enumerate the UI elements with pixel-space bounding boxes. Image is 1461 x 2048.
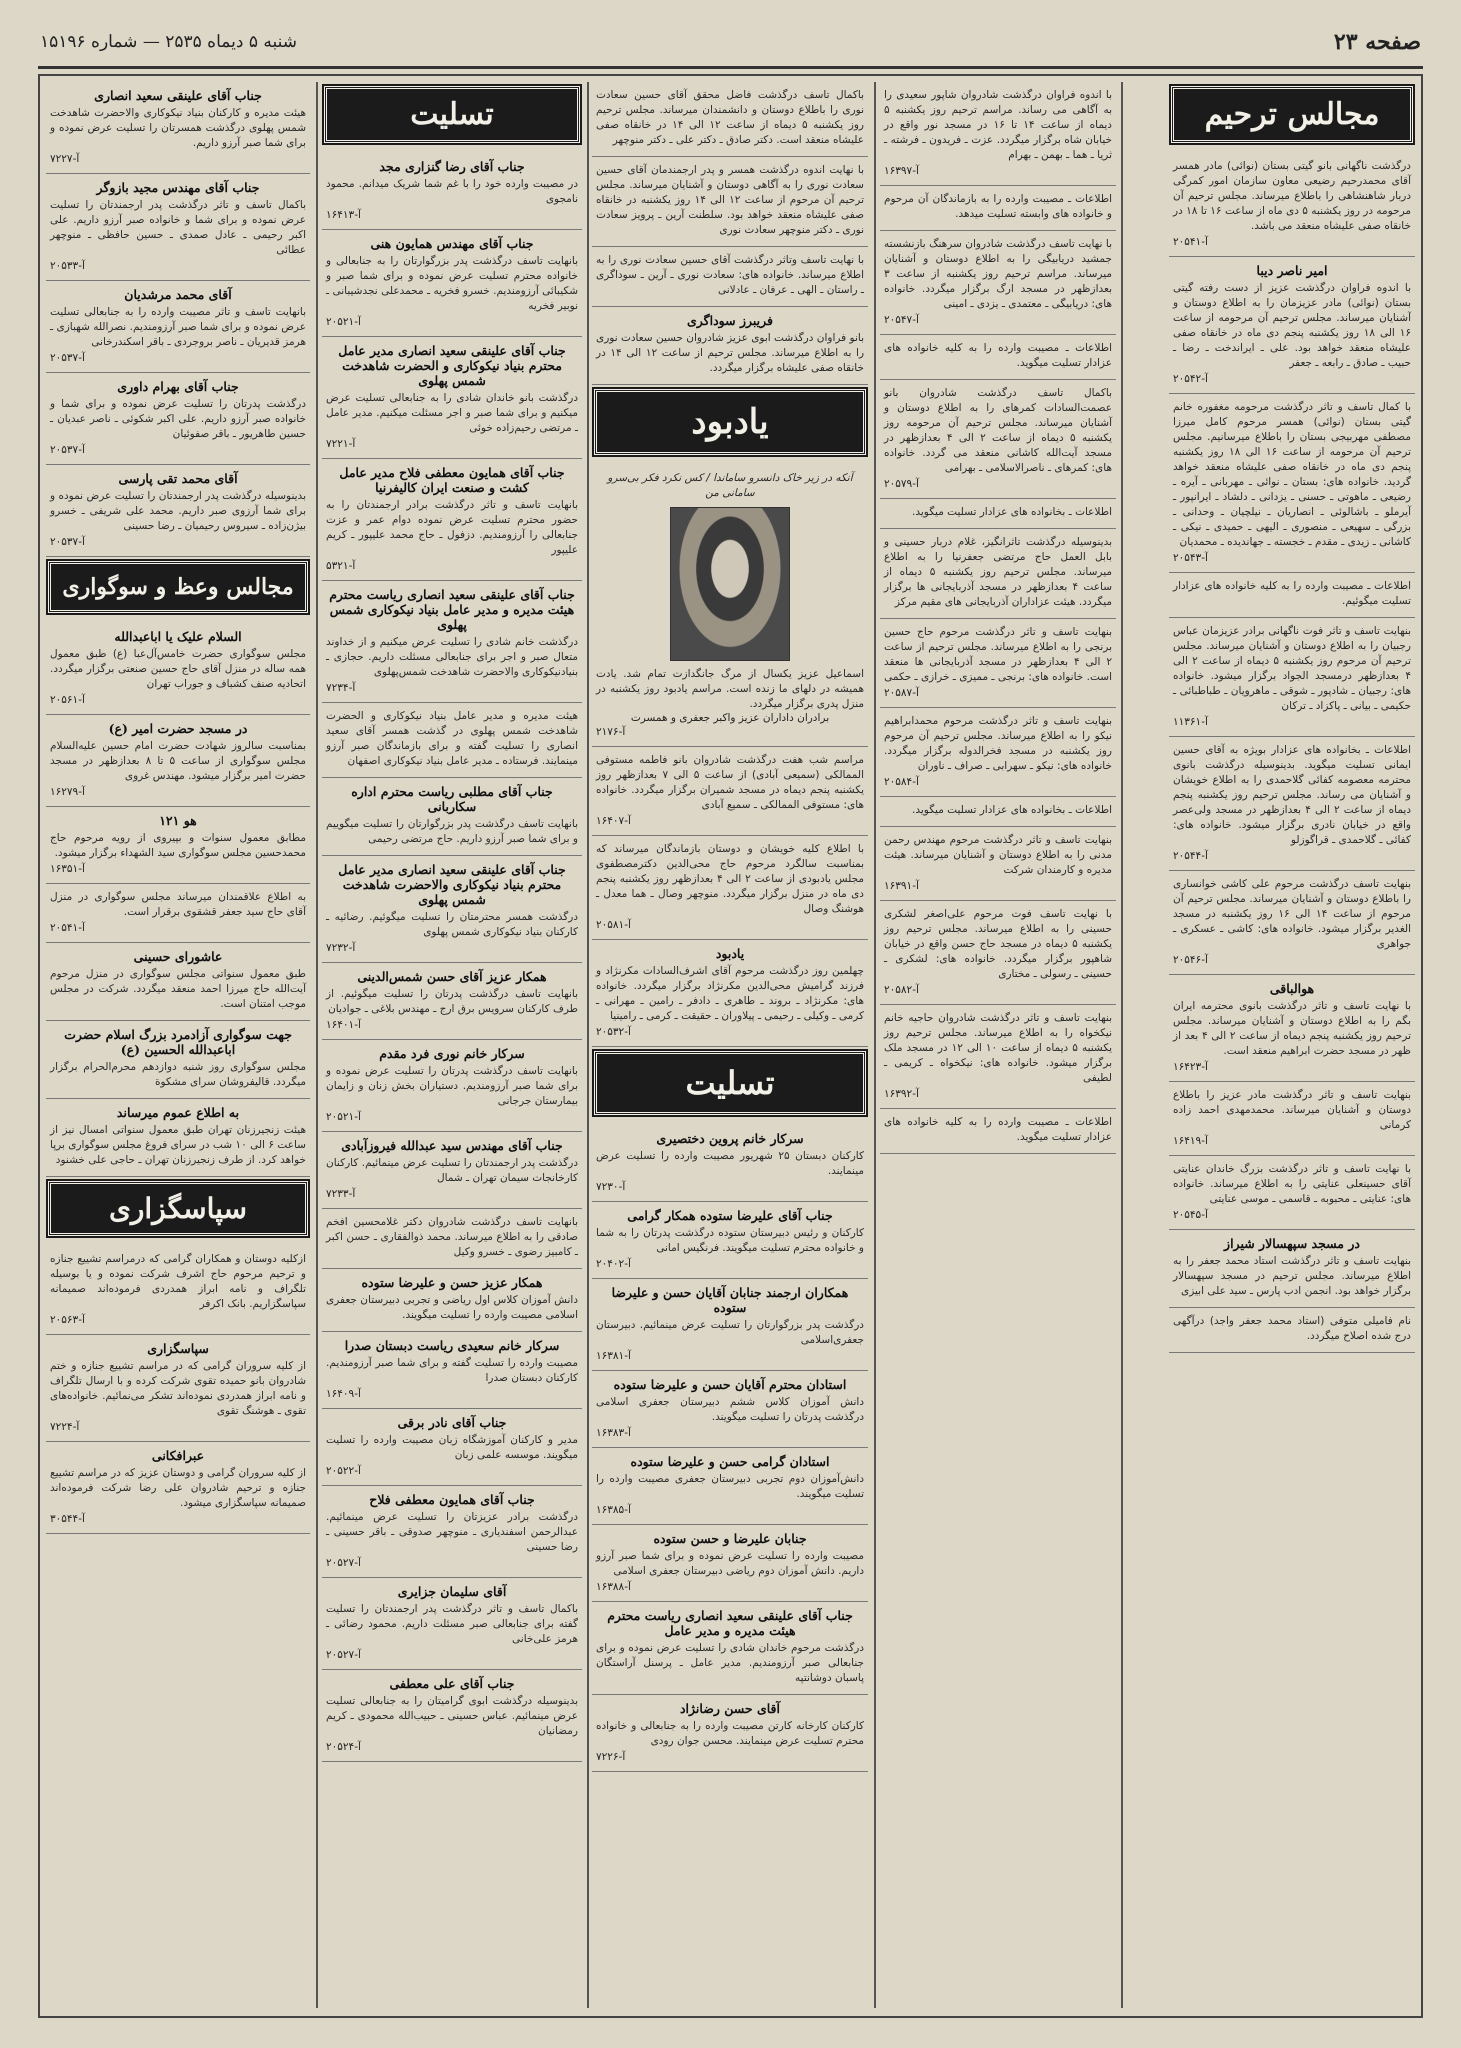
notice-heading: سرکار خانم نوری فرد مقدم [379,1046,525,1061]
ad-code: آ-۱۶۴۲۳ [1173,1061,1208,1073]
ad-code: آ-۲۰۵۴۶ [1173,954,1208,966]
ad-code: آ-۷۲۲۴ [50,1421,80,1433]
notice-body: بدینوسیله درگذشت پدر ارجمندتان را تسلیت عرض نموده و برای شما آرزوی صبر داریم. محمد علی شریفی ـ خسرو بیژن‌زاده ـ سیروس رحیمیان ـ رضا حسینی [50,490,306,532]
notice-item [592,1525,868,1602]
notice-item [880,901,1116,1005]
notice-heading: جهت سوگواری آزادمرد بزرگ اسلام حضرت اباعبدالله الحسین (ع) [64,1027,292,1057]
ad-code: آ-۲۰۴۰۲ [596,1258,631,1270]
notice-heading: همکار عزیز آقای حسن شمس‌الدینی [357,969,547,984]
ad-code: آ-۲۰۵۲۴ [326,1741,361,1753]
banner-yadbood: یادبود [594,389,866,455]
notice-heading: جناب آقای بهرام داوری [117,379,239,394]
notice-body: اطلاعات ـ مصیبت وارده را به کلیه خانواده های عزادار تسلیت میگوید. [884,342,1112,369]
ad-code: آ-۷۲۳۳ [326,1188,356,1200]
notice-body: کارکنان کارخانه کارتن مصیبت وارده را به جنابعالی و خانواده محترم تسلیت عرض مینمایند. محسن جوان رودی [596,1720,864,1747]
notices-tasliyat-b [592,1125,868,1772]
ad-code: آ-۱۶۳۸۳ [596,1427,631,1439]
ad-code: آ-۱۱۳۶۱ [1173,716,1208,728]
notice-body: بدینوسیله درگذشت تاثرانگیز، غلام دربار حسینی و بابل العمل حاج مرتضی جعفرنیا را به اطلاع میرساند. مجلس ترحیم روز یکشنبه ۵ دیماه از ساعت ۴ بعدازظهر در مسجد آذربایجانی ها برگزار میگردد. هیئت عزاداران آذربایجانی های مقیم مرکز [884,536,1112,608]
notice-heading: سرکار خانم سعیدی ریاست دبستان صدرا [344,1338,560,1353]
notice-body: مطابق معمول سنوات و بپیروی از رویه مرحوم حاج محمدحسین مجلس سوگواری سید الشهداء برگزار میشود. [50,832,306,859]
notice-item [46,943,310,1021]
notice-heading: آقای محمد تقی پارسی [118,471,238,486]
notice-body: نام فامیلی متوفی (استاد محمد جعفر واجد) درآگهی درج شده اصلاح میگردد. [1173,1315,1411,1342]
notice-heading: به اطلاع عموم میرساند [116,1105,240,1120]
column-5 [46,82,310,2008]
notice-body: هیئت مدیره و مدیر عامل بنیاد نیکوکاری و الحضرت شاهدخت شمس پهلوی در گذشت همسر آقای سعید انصاری را تسلیت گفته و برای بازماندگان صبر آرزو مینمایند. فرستاده ـ مدیر عامل بنیاد نیکوکاری اصفهان [326,710,578,767]
notice-body: بانو فراوان درگذشت ابوی عزیز شادروان حسین سعادت نوری را به اطلاع میرساند. مجلس ترحیم از ساعت ۱۲ الی ۱۴ در خانقاه صفی علیشاه برگزار میگردد. [596,332,865,374]
ad-code: آ-۲۰۵۶۳ [50,1314,85,1326]
notice-item [592,82,868,157]
notice-body: با اندوه فراوان درگذشت عزیز از دست رفته گیتی بستان (نوائی) مادر عزیزمان را به اطلاع دوستان و آشنایان میرساند. مجلس ترحیم آن مرحومه از ساعت ۱۶ الی ۱۸ روز یکشنبه پنجم دی ماه در خانقاه صفی علیشاه منعقد خواهد بود. علی ـ ایراندخت ـ رضا ـ حبیب ـ صادق ـ رابعه ـ جعفر [1173,282,1411,369]
notice-body: بدینوسیله درگذشت ابوی گرامیتان را به جنابعالی تسلیت عرض مینمائیم. عباس حسینی ـ حبیب‌الله محمودی ـ کریم رمضانیان [326,1695,578,1737]
notice-heading: جنابان علیرضا و حسن ستوده [653,1531,807,1546]
notice-item [1169,1230,1415,1308]
banner-tasliyat-1: تسلیت [324,86,580,143]
page-header [40,22,1421,62]
yadbood-poem: آنکه در زیر خاک دانسرو ساماندا / کس نکرد فکر بی‌سرو سامانی من [607,472,853,499]
notice-item [592,247,868,307]
notice-item [322,1670,582,1762]
notices-col3b [592,747,868,1047]
yadbood-body: اسماعیل عزیز یکسال از مرگ جانگدازت تمام شد. یادت همیشه در دلهای ما زنده است. مراسم یادبود روز یکشنبه در منزل پدری برگزار میگردد. [596,668,864,710]
notice-item [46,1246,310,1335]
notice-item [46,807,310,884]
banner-sepasgozari: سپاسگزاری [48,1181,308,1236]
notice-body: باکمال تاسف و تاثر درگذشت پدر ارجمندتان را تسلیت عرض نموده و برای شما و خانواده صبر آرزو داریم. علی اکبر رحیمی ـ عادل صمدی ـ حسین حافظی ـ منوچهر عطائی [50,199,306,256]
notice-body: درگذشت خانم شادی را تسلیت عرض میکنیم و از خداوند متعال صبر و اجر برای جنابعالی مسئلت داریم. حجازی ـ بنیادنیکوکاری والاحضرت شاهدخت شمس‌پهلوی [326,636,578,678]
notice-item [880,231,1116,335]
notice-item [46,1021,310,1099]
notice-body: بانهایت تاسف درگذشت پدر بزرگوارتان را تسلیت میگوییم و برای شما صبر آرزو داریم. حاج مرتضی رحیمی [326,818,578,845]
notice-body: اطلاعات ـ بخانواده های عزادار تسلیت میگوید. [912,804,1112,816]
ad-code: آ-۱۶۴۰۹ [326,1388,361,1400]
notice-heading: جناب آقای مهندس سید عبدالله فیروزآبادی [341,1138,563,1153]
notice-heading: آقای سلیمان جزایری [397,1584,507,1599]
notice-body: اطلاعات ـ مصیبت وارده را به بازماندگان آن مرحوم و خانواده های وابسته تسلیت میدهد. [884,193,1112,220]
notice-heading: جناب آقای علینقی سعید انصاری مدیر عامل محترم بنیاد نیکوکاری والاحضرت شاهدخت شمس پهلوی [338,862,566,907]
notice-body: درگذشت ناگهانی بانو گیتی بستان (نوائی) مادر همسر آقای محمدرحیم رضیعی معاون سازمان امور کمرگی دربار شاهنشاهی را باطلاع میرساند. مجلس ترحیم آن مرحومه در روز یکشنبه ۵ دی ماه از ساعت ۱۶ تا ۱۸ در خانقاه صفی علیشاه منعقد می باشد. [1173,160,1412,232]
notice-body: با نهایت اندوه درگذشت همسر و پدر ارجمندمان آقای حسین سعادت نوری را به آگاهی دوستان و آشنایان میرساند. مجلس ترحیم آن مرحوم از ساعت ۱۲ الی ۱۴ روز یکشنبه در خانقاه صفی علیشاه منعقد خواهد بود. سلطنت آرین ـ پرویز سعادت نوری ـ دکتر منوچهر سعادت نوری [596,164,864,236]
notice-body: درگذشت پدرتان را تسلیت عرض نموده و برای شما و خانواده صبر آرزو داریم. علی اکبر شکوئی ـ ناصر عبدیان ـ حسین طاهریور ـ باقر صفوئیان [50,398,306,440]
notice-heading: السلام علیک یا اباعبدالله [114,629,242,644]
ad-code: آ-۲۰۵۲۱ [326,1111,361,1123]
notice-item [880,335,1116,380]
notice-heading: جناب آقای مطلبی ریاست محترم اداره سکاربانی [351,784,553,814]
ad-code: آ-۷۲۳۲ [326,942,356,954]
notice-body: با کمال تاسف و تاثر درگذشت مرحومه مغفوره خانم گیتی بستان (نوائی) همسر مرحوم کامل میرزا مصطفی مهربیجی بستان را باطلاع میرسانیم. مجلس ترحیم آن مرحومه از ساعت ۱۶ الی ۱۸ روز یکشنبه پنجم دی ماه در خانقاه صفی علیشاه منعقد خواهد گردید. خانواده های: بستان ـ نوائی ـ مهربانی ـ آیره ـ رضیعی ـ ماهوتی ـ حسنی ـ یزدانی ـ دلشاد ـ ایرانپور ـ آیرملو ـ باشالوئی ـ انصاریان ـ نیلچیان ـ وحدانی ـ بزرگی ـ سهیعی ـ منصوری ـ الیهی ـ حمیدی ـ نیکی ـ کاشانی ـ زیدی ـ مقدم ـ خجسته ـ جهاندیده ـ محمدیان [1173,401,1411,548]
notice-item [1169,257,1415,394]
notice-body: دانش‌آموزان دوم تجربی دبیرستان جعفری مصیبت وارده را تسلیت میگویند. [596,1473,864,1500]
notice-item [880,1005,1116,1109]
notice-item [322,963,582,1040]
ad-code: آ-۱۶۳۸۸ [596,1581,631,1593]
notice-body: هیئت مدیره و کارکنان بنیاد نیکوکاری والاحضرت شاهدخت شمس پهلوی درگذشت همسرتان را تسلیت عرض نموده و برای شما صبر آرزو داریم. [50,107,306,149]
column-divider [587,82,589,2008]
notice-heading: هو ۱۲۱ [159,813,197,828]
notice-heading: جناب آقای رضا گنزاری مجد [379,159,525,174]
ad-code: آ-۷۲۲۶ [596,1751,626,1763]
issue-date-line: شنبه ۵ دیماه ۲۵۳۵ — شماره ۱۵۱۹۶ [40,32,297,52]
ad-code: آ-۷۲۲۱ [326,438,356,450]
notice-item [1169,975,1415,1082]
notice-item [322,703,582,778]
notice-body: اطلاعات ـ مصیبت وارده را به کلیه خانواده های عزادار تسلیت میگوید. [884,1116,1112,1143]
notice-body: اطلاعات ـ بخانواده های عزادار تسلیت میگوید. [912,506,1112,518]
notice-item [322,856,582,963]
notice-body: مصیبت وارده را تسلیت گفته و برای شما صبر آرزومندیم. کارکنان دبستان صدرا [326,1357,578,1384]
notice-heading: فریبرز سوداگری [686,313,773,328]
notice-item [880,797,1116,827]
notice-body: کارکنان دبستان ۲۵ شهریور مصیبت وارده را تسلیت عرض مینمایند. [596,1150,864,1177]
notice-body: چهلمین روز درگذشت مرحوم آقای اشرف‌السادات مکرنژاد و فرزند گرامیش محی‌الدین مکرنژاد برگزار میگردد. خانواده های: مکرنژاد ـ بروند ـ طاهری ـ دادفر ـ رامین ـ مهرانی ـ کرمی ـ وکیلی ـ رحیمی ـ پیلاوران ـ حقیقت ـ کرمی ـ رامینیا [596,965,864,1022]
notice-item [880,529,1116,619]
notice-heading: استادان محترم آقایان حسن و علیرضا ستوده [613,1377,847,1392]
notice-item [880,708,1116,797]
notice-item [46,1442,310,1534]
notice-body: با نهایت تاسف فوت مرحوم علی‌اصغر لشکری حسینی را به اطلاع میرساند. مجلس ترحیم روز یکشنبه ۵ دیماه در مسجد حاج حسن واقع در خیابان شاهپور برگزار میگردد. خانواده های: لشکری ـ حسینی ـ رسولی ـ مختاری [884,908,1112,980]
notice-item [592,940,868,1047]
notice-body: بنهایت تاسف و تاثر درگذشت مرحوم محمدابراهیم نیکو را به اطلاع میرساند. مجلس ترحیم آن مرحوم روز یکشنبه در مسجد فخرالدوله برگزار میگردد. خانواده های: نیکو ـ سهرابی ـ صراف ـ ناوران [884,715,1112,772]
notice-heading: جناب آقای مهندس همایون هنی [370,236,534,251]
column-4 [322,82,582,2008]
yadbood-notice [592,465,868,747]
notice-body: مدیر و کارکنان آموزشگاه زبان مصیبت وارده را تسلیت میگویند. موسسه علمی زبان [326,1434,578,1461]
notice-item [322,1132,582,1209]
notice-heading: در مسجد حضرت امیر (ع) [108,721,248,736]
notice-item [46,623,310,715]
notice-body: درگذشت پدر ارجمندتان را تسلیت عرض مینمائیم. کارکنان کارخانجات سیمان تهران ـ شمال [326,1157,578,1184]
notice-item [1169,153,1415,257]
ad-code: آ-۱۶۲۷۹ [50,786,85,798]
ad-code: آ-۲۰۵۴۱ [1173,236,1208,248]
notice-heading: جناب آقای علیرضا ستوده همکار گرامی [627,1208,833,1223]
ad-code: آ-۲۱۷۶ [596,726,626,738]
portrait-photo [670,507,790,661]
banner-tasliyat-2: تسلیت [594,1051,866,1115]
notice-item [322,1209,582,1269]
notice-item [322,1040,582,1132]
notice-item [1169,1308,1415,1353]
notice-heading: جناب آقای همایون معطفی فلاح مدیر عامل کشت و صنعت ایران کالیفرنیا [339,465,565,495]
notice-item [880,82,1116,186]
notice-body: بنهایت تاسف و تاثر درگذشت مرحوم مهندس رحمن مدنی را به اطلاع دوستان و آشنایان میرساند. هیئت مدیره و کارمندان شرکت [884,834,1112,876]
ad-code: آ-۲۰۵۳۲ [596,1026,631,1038]
ad-code: آ-۱۶۴۱۹ [1173,1135,1208,1147]
notice-item [592,836,868,940]
ad-code: آ-۲۰۵۸۲ [884,984,919,996]
notice-body: با نهایت تاسف وتاثر درگذشت آقای حسین سعادت نوری را به اطلاع میرساند. خانواده های: سعادت نوری ـ آرین ـ سوداگری ـ راستان ـ الهی ـ عرفان ـ عادلانی [596,254,864,296]
notice-body: بانهایت تاسف و تاثر مصیبت وارده را به جنابعالی تسلیت عرض نموده و برای شما صبر آرزومندیم. نصرالله شهبازی ـ هرمز قدیریان ـ ناصر بروجردی ـ باقر اسکندرخانی [50,306,306,348]
column-divider [316,82,318,2008]
notice-item [880,186,1116,231]
notice-body: مجلس سوگواری روز شنبه دوازدهم محرم‌الحرام برگزار میگردد. قالیفروشان سرای مشکوة [50,1061,306,1088]
notice-body: هیئت زنجیرزنان تهران طبق معمول سنواتی امسال نیز از ساعت ۶ الی ۱۰ شب در سرای فروغ مجلس سوگواری برپا خواهد کرد. از طرف زنجیرزنان تهران ـ حاجی علی خشنود [50,1124,306,1166]
notice-item [592,1202,868,1279]
notice-heading: جناب آقای همایون معطفی فلاح [369,1492,535,1507]
ad-code: آ-۲۰۵۲۱ [326,316,361,328]
ad-code: آ-۵۳۲۱ [326,560,356,572]
notice-item [592,1602,868,1695]
notice-item [1169,618,1415,737]
notice-heading: آقای محمد مرشدیان [124,287,232,302]
notice-body: دانش آموزان کلاس اول ریاضی و تجربی دبیرستان جعفری اسلامی مصیبت وارده را تسلیت میگویند. [326,1294,578,1321]
notice-item [46,1099,310,1177]
ad-code: آ-۱۶۴۱۳ [326,209,361,221]
notice-item [46,281,310,373]
notice-item [592,1448,868,1525]
ad-code: آ-۲۰۵۲۷ [326,1557,361,1569]
ad-code: آ-۲۰۵۳۷ [50,536,85,548]
notice-item [592,157,868,247]
banner-majales-tarhim: مجالس ترحیم [1171,86,1413,143]
yadbood-caption: برادران داداران عزیز واکبر جعفری و همسرت [630,712,830,724]
notice-item [592,747,868,836]
notice-item [322,1486,582,1578]
notice-item [880,1109,1116,1154]
ad-code: آ-۲۰۵۳۳ [50,260,85,272]
notice-item [46,465,310,557]
notice-item [322,153,582,230]
page-number: صفحه ۲۳ [1333,29,1421,55]
notice-item [1169,1082,1415,1156]
notice-heading: امیر ناصر دیبا [1256,263,1328,278]
notice-body: بنهایت تاسف و تاثر درگذشت استاد محمد جعفر را به اطلاع میرساند. مجلس ترحیم در مسجد سپهسالار برگزار خواهد بود. انجمن ادب پارس ـ سید علی ابیزی [1173,1255,1411,1297]
notice-heading: جناب آقای مهندس مجید بازوگر [96,180,260,195]
column-3 [592,82,868,2008]
ad-code: آ-۲۰۵۴۲ [1173,373,1208,385]
notice-item [322,1269,582,1332]
notice-body: بمناسبت سالروز شهادت حضرت امام حسین علیه‌السلام مجلس سوگواری از ساعت ۵ تا ۸ بعدازظهر در مسجد حضرت امیر برگزار میشود. مهندس غروی [50,740,306,782]
ad-code: آ-۲۰۵۴۳ [1173,552,1208,564]
notice-body: بنهایت تاسف و تاثر درگذشت مرحوم حاج حسین برنجی را به اطلاع میرساند. مجلس ترحیم از ساعت ۲ الی ۴ بعدازظهر در مسجد آذربایجانی ها منعقد است. خانواده های: برنجی ـ ممیزی ـ خرازی ـ حکمی [884,626,1112,683]
notice-heading: در مسجد سپهسالار شیراز [1224,1236,1360,1251]
ad-code: آ-۷۲۲۷ [50,153,80,165]
notice-body: در مصیبت وارده خود را با غم شما شریک میدانم. محمود نامجوی [326,178,578,205]
notice-item [880,499,1116,529]
notices-col3 [592,82,868,385]
ad-code: آ-۷۲۳۴ [326,682,356,694]
notice-item [880,827,1116,901]
notice-body: طبق معمول سنواتی مجلس سوگواری در منزل مرحوم آیت‌الله حاج میرزا احمد منعقد میگردد. شرکت در مجلس موجب امتنان است. [50,968,306,1010]
ad-code: آ-۲۰۵۳۷ [50,352,85,364]
notice-item [322,581,582,703]
notice-item [322,1332,582,1409]
notices-col4 [322,153,582,1762]
notice-heading: عاشورای حسینی [133,949,223,964]
ad-code: آ-۱۶۴۰۷ [596,815,631,827]
notice-heading: جناب آقای علینقی سعید انصاری [94,88,262,103]
notice-item [1169,573,1415,618]
ad-code: آ-۱۶۳۸۵ [596,1504,631,1516]
notice-item [46,715,310,807]
ad-code: آ-۱۶۳۹۷ [884,165,919,177]
header-rule [38,66,1423,69]
notice-item [1169,737,1415,871]
ad-code: آ-۱۶۳۹۱ [884,880,919,892]
column-divider [1121,82,1123,2008]
ad-code: آ-۲۰۵۴۷ [884,314,919,326]
notice-heading: جناب آقای علینقی سعید انصاری ریاست محترم هیئت مدیره و مدیر عامل [607,1608,853,1638]
notice-item [46,174,310,281]
ad-code: آ-۱۶۳۹۲ [884,1088,919,1100]
notice-body: با نهایت تاسف و تاثر درگذشت بزرگ خاندان عنایتی آقای حسینعلی عنایتی را به اطلاع میرساند. خانواده های: عنایتی ـ محبوبه ـ قاسمی ـ موسی عنایتی [1173,1163,1411,1205]
notice-body: از کلیه سروران گرامی و دوستان عزیز که در مراسم تشییع جنازه و ترحیم شادروان علی رضا شرکت فرموده‌اند صمیمانه سپاسگزاری میشود. [50,1467,306,1509]
notice-heading: همکار عزیز حسن و علیرضا ستوده [361,1275,543,1290]
notice-body: بنهایت تاسف و تاثر فوت ناگهانی برادر عزیزمان عباس رجبیان را به اطلاع دوستان و آشنایان میرساند. مجلس ترحیم آن مرحوم روز یکشنبه ۵ دیماه از ساعت ۲ الی ۴ بعدازظهر درمسجد الجواد برگزار میشود. خانواده های: رجبیان ـ شادپور ـ شوقی ـ ماهرویان ـ طباطبائی ـ حکیمی ـ بیانی ـ پاکزاد ـ ترکان [1173,625,1411,712]
notice-item [1169,871,1415,975]
notice-body: کارکنان و رئیس دبیرستان ستوده درگذشت پدرتان را به شما و خانواده محترم تسلیت میگویند. فرنگیس امانی [596,1227,864,1254]
notices-col2 [880,82,1116,1154]
notice-heading: همکاران ارجمند جنابان آقایان حسن و علیرضا ستوده [611,1285,849,1315]
notice-body: بانهایت تاسف درگذشت پدرتان را تسلیت میگوئیم. از طرف کارکنان سرویس برق ارج ـ مهندس بلاغی ـ جوادیان [326,988,578,1015]
notice-body: دانش آموزان کلاس ششم دبیرستان جعفری اسلامی درگذشت پدرتان را تسلیت میگویند. [596,1396,864,1423]
notice-heading: یادبود [715,946,745,961]
notice-item [322,1578,582,1670]
notice-item [592,1125,868,1202]
notice-body: درگذشت مرحوم خاندان شادی را تسلیت عرض نموده و برای جنابعالی صبر آرزومندیم. مدیر عامل ـ پرسنل آراستگان پاسبان دوشانتپه [596,1642,864,1684]
notice-body: از کلیه سروران گرامی که در مراسم تشییع جنازه و ختم شادروان بانو حمیده تقوی شرکت کرده و با ارسال تلگراف و نامه ابراز همدردی نموده‌اند تشکر می‌نمائیم. خانواده‌های تقوی ـ هوشنگ تقوی [50,1360,306,1417]
ad-code: آ-۲۰۵۲۲ [326,1465,361,1477]
notice-item [592,1695,868,1772]
notice-item [322,230,582,337]
ad-code: آ-۲۰۵۲۷ [326,1649,361,1661]
notices-col5-vaz [46,623,310,1177]
notice-body: بانهایت تاسف درگذشت شادروان دکتر غلامحسین افخم صادقی را به اطلاع میرساند. محمد ذوالفقاری ـ حسن اکبر ـ کامبیز رضوی ـ خسرو وکیل [326,1216,578,1258]
ad-code: آ-۲۰۵۸۷ [884,687,919,699]
notice-body: با اطلاع کلیه خویشان و دوستان بازماندگان میرساند که بمناسبت سالگرد مرحوم حاج محی‌الدین دکترمصطفوی مجلس یادبودی از ساعت ۲ الی ۴ بعدازظهر روز یکشنبه پنجم دی ماه در منزل برگزار میگردد. منوچهر وصال ـ هما معدل ـ هوشنگ وصال [596,843,864,915]
notice-item [46,373,310,465]
notice-body: مجلس سوگواری حضرت خامس‌آل‌عبا (ع) طبق معمول همه ساله در منزل آقای حاج حسین صنعتی برگزار میگردد. اتحادیه صنف کشباف و جوراب تهران [50,648,306,690]
ad-code: آ-۲۰۵۴۴ [1173,850,1208,862]
notice-item [322,337,582,459]
ad-code: آ-۲۰۵۴۱ [50,922,85,934]
notice-body: درگذشت برادر عزیزتان را تسلیت عرض مینمائیم. عبدالرحمن اسفندیاری ـ منوچهر صدوقی ـ باقر حسینی ـ رضا حسینی [326,1511,578,1553]
notice-item [592,1371,868,1448]
ad-code: آ-۳۰۵۴۴ [50,1513,85,1525]
ad-code: آ-۷۲۳۰ [596,1181,626,1193]
notice-body: مصیبت وارده را تسلیت عرض نموده و برای شما صبر آرزو داریم. دانش آموزان دوم ریاضی دبیرستان جعفری اسلامی [596,1550,864,1577]
notice-body: درگذشت همسر محترمتان را تسلیت میگوئیم. رضائیه ـ کارکنان بنیاد نیکوکاری شمس پهلوی [326,911,578,938]
notice-body: درگذشت بانو خاندان شادی را به جنابعالی تسلیت عرض میکنیم و برای شما صبر و اجر مسئلت میکنیم. مدیر عامل ـ مرتضی رحیم‌زاده خوئی [326,392,578,434]
ad-code: آ-۲۰۵۸۱ [596,919,631,931]
notice-body: بنهایت تاسف و تاثر درگذشت شادروان حاجیه خانم نیکخواه را به اطلاع میرساند. مجلس ترحیم روز یکشنبه ۵ دیماه از ساعت ۱۰ الی ۱۲ در مسجد ملک برگزار میشود. خانواده های: نیکخواه ـ کریمی ـ لطیفی [884,1012,1112,1084]
notice-body: بنهایت تاسف و تاثر درگذشت مادر عزیز را باطلاع دوستان و آشنایان میرساند. محمدمهدی احمد زاده کرمانی [1173,1089,1411,1131]
notice-body: با نهایت تاسف و تاثر درگذشت بانوی محترمه ایران بگم را به اطلاع دوستان و آشنایان میرساند. مجلس ترحیم روز یکشنبه پنجم دیماه از ساعت ۲ الی ۴ بعد از ظهر در مسجد حضرت ابراهیم منعقد است. [1173,1000,1411,1057]
notice-item [592,1279,868,1371]
notice-body: درگذشت پدر بزرگوارتان را تسلیت عرض مینمائیم. دبیرستان جعفری‌اسلامی [596,1319,864,1346]
ad-code: آ-۲۰۵۴۵ [1173,1209,1208,1221]
notices-col1 [1169,153,1415,1353]
notice-body: با اندوه فراوان درگذشت شادروان شاپور سعیدی را به آگاهی می رساند. مراسم ترحیم روز یکشنبه ۵ دیماه از ساعت ۱۴ تا ۱۶ در مسجد نور واقع در خیابان شاه برگزار میگردد. عزت ـ فریدون ـ فرشته ـ ثریا ـ هما ـ بهمن ـ بهرام [884,89,1112,161]
notice-heading: سپاسگزاری [147,1341,209,1356]
notice-item [322,459,582,581]
notice-body: بنهایت تاسف درگذشت مرحوم علی کاشی خوانساری را باطلاع دوستان و آشنایان میرساند. مجلس ترحیم آن مرحوم از ساعت ۱۴ الی ۱۶ روز یکشنبه در مسجد الغدیر برگزار میشود. خانواده های: کاشی ـ عسکری ـ جواهری [1173,878,1411,950]
notice-body: باکمال تاسف درگذشت فاضل محقق آقای حسین سعادت نوری را باطلاع دوستان و دانشمندان میرساند. مجلس ترحیم روز یکشنبه ۵ دیماه از ساعت ۱۲ الی ۱۴ در خانقاه صفی علیشاه منعقد است. دکتر صادق ـ دکتر علی ـ دکتر منوچهر [596,89,864,146]
notices-col5-sepas [46,1246,310,1534]
notice-item [322,1409,582,1486]
notice-body: باکمال تاسف و تاثر درگذشت پدر ارجمندتان را تسلیت گفته برای جنابعالی صبر مسئلت داریم. محمود رضائی ـ هرمز علی‌خانی [326,1603,578,1645]
notice-heading: جناب آقای علینقی سعید انصاری مدیر عامل محترم بنیاد نیکوکاری و الحضرت شاهدخت شمس پهلوی [338,343,566,388]
notice-body: بانهایت تاسف درگذشت پدرتان را تسلیت عرض نموده و برای شما صبر آرزومندیم. دستیاران بخش زنان و زایمان بیمارستان جرجانی [326,1065,578,1107]
notice-heading: عبرافکانی [151,1448,205,1463]
notices-col5 [46,82,310,557]
notice-item [880,380,1116,499]
ad-code: آ-۱۶۳۸۱ [596,1350,631,1362]
notice-body: اطلاعات ـ مصیبت وارده را به کلیه خانواده های عزادار تسلیت میگوئیم. [1173,580,1411,607]
notice-body: بانهایت تاسف و تاثر درگذشت برادر ارجمندتان را به حضور محترم تسلیت عرض نموده دوام عمر و عزت جنابعالی را آرزومندیم. دزفول ـ حاج محمد علیپور ـ کریم علیپور [326,499,578,556]
notice-item [322,778,582,856]
notice-heading: جناب آقای علینقی سعید انصاری ریاست محترم هیئت مدیره و مدیر عامل بنیاد نیکوکاری شمس پهلوی [329,587,575,632]
ad-code: آ-۱۶۴۰۱ [326,1019,361,1031]
notice-item [1169,1156,1415,1230]
notice-item [880,619,1116,708]
column-divider [874,82,876,2008]
notice-item [46,1335,310,1442]
notice-heading: سرکار خانم پروین دختصیری [656,1131,804,1146]
notice-body: اطلاعات ـ بخانواده های عزادار بویژه به آقای حسین ایمانی تسلیت میگوید. بدینوسیله درگذشت بانوی محترمه معصومه کفائی گلاحمدی را به اطلاع خویشان و آشنایان می رساند. مجلس ترحیم روز یکشنبه پنجم دیماه از ساعت ۲ الی ۴ بعدازظهر در مسجد ولی‌عصر واقع در خیابان نادری برگزار میشود. خانواده های: کفائی ـ گلاحمدی ـ قراگوزلو [1173,744,1411,846]
notice-item [1169,394,1415,573]
notice-item [592,307,868,385]
notice-heading: جناب آقای نادر برقی [397,1415,507,1430]
notice-body: باکمال تاسف درگذشت شادروان بانو عصمت‌السادات کمرهای را به اطلاع دوستان و آشنایان میرساند. مجلس ترحیم آن مرحومه روز یکشنبه ۵ دیماه از ساعت ۲ الی ۴ بعدازظهر در مسجد آیت‌الله کاشانی منعقد می گردد. خانواده های: کمرهای ـ ناصرالاسلامی ـ بهرامی [884,387,1112,474]
notice-item [46,884,310,943]
ad-code: آ-۲۰۵۶۱ [50,694,85,706]
column-1 [1169,82,1415,2008]
notice-heading: هوالباقی [1269,981,1315,996]
notice-body: بانهایت تاسف درگذشت پدر بزرگوارتان را به جنابعالی و خانواده محترم تسلیت عرض نموده و برای شما صبر و شکیبائی آرزومندیم. خسرو فخریه ـ محمدعلی نجدشیبانی ـ نوبیر فخریه [326,255,578,312]
ad-code: آ-۱۶۳۵۱ [50,863,85,875]
notice-body: ازکلیه دوستان و همکاران گرامی که درمراسم تشییع جنازه و ترحیم مرحوم حاج اشرف شرکت نموده و یا بوسیله تلگراف و نامه ابراز همدردی فرموده‌اند صمیمانه سپاسگزاریم. بانک اکرفر [50,1253,306,1310]
notice-heading: آقای حسن رضانژاد [679,1701,780,1716]
ad-code: آ-۲۰۵۳۷ [50,444,85,456]
notice-heading: استادان گرامی حسن و علیرضا ستوده [630,1454,830,1469]
ad-code: آ-۲۰۵۷۹ [884,478,919,490]
ad-code: آ-۲۰۵۸۴ [884,776,919,788]
notice-body: با نهایت تاسف درگذشت شادروان سرهنگ بازنشسته جمشید دریابیگی را به اطلاع دوستان و آشنایان میرساند. مراسم ترحیم روز یکشنبه از ساعت ۳ بعدازظهر در مسجد ارگ برگزار میگردد. خانواده های: دریابیگی ـ معتمدی ـ یزدی ـ امینی [884,238,1112,310]
notice-heading: جناب آقای علی معطفی [389,1676,515,1691]
column-2 [880,82,1116,2008]
notice-body: به اطلاع علاقمندان میرساند مجلس سوگواری در منزل آقای حاج سید جعفر قشقوی برقرار است. [50,891,306,918]
notice-body: مراسم شب هفت درگذشت شادروان بانو فاطمه مستوفی الممالکی (سمیعی آبادی) از ساعت ۵ الی ۷ بعدازظهر روز یکشنبه پنجم دیماه در مسجد شمیران برگزار میگردد. خانواده های: مستوفی الممالکی ـ سمیع آبادی [596,754,864,811]
notice-item [46,82,310,174]
banner-majales-vaz: مجالس وعظ و سوگواری [48,561,308,613]
